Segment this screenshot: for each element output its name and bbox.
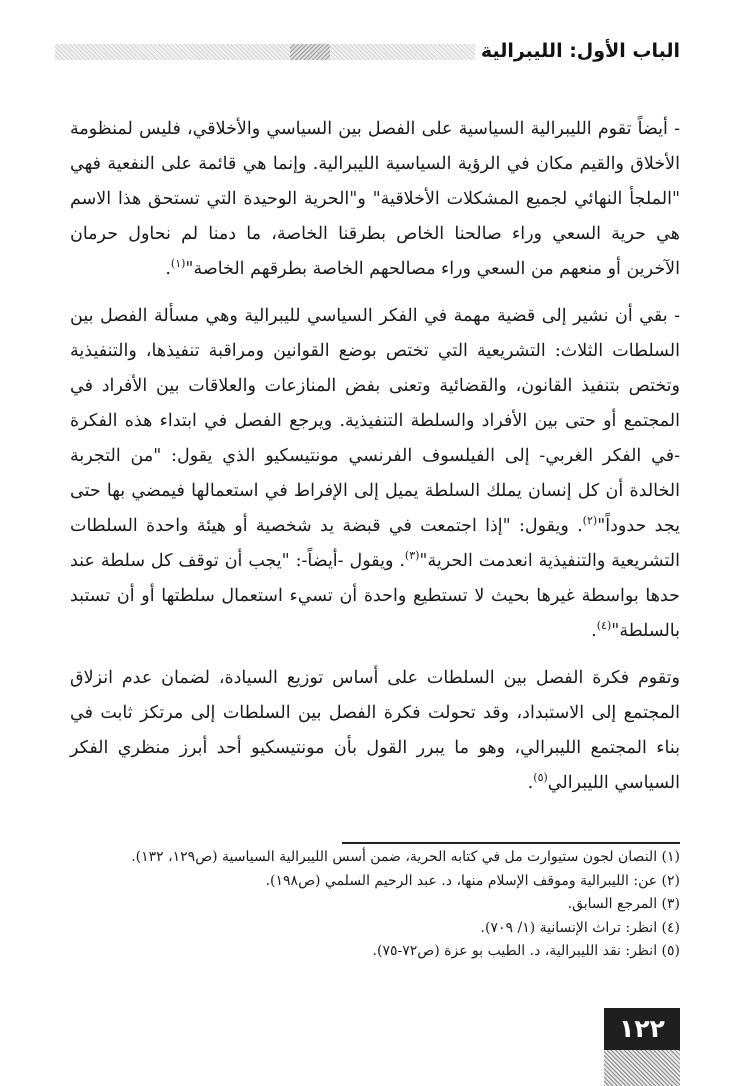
footnote-ref[interactable]: (١) bbox=[170, 257, 186, 271]
footnote-5: (٥) انظر: نقد الليبرالية، د. الطيب بو عزة (ص٧٢-٧٥). bbox=[372, 943, 680, 959]
footnote-3: (٣) المرجع السابق. bbox=[567, 896, 680, 912]
paragraph-end: . bbox=[165, 259, 171, 279]
chapter-title: الباب الأول: الليبرالية bbox=[480, 40, 680, 62]
footnote-4: (٤) انظر: تراث الإنسانية (١/ ٧٠٩). bbox=[480, 919, 680, 936]
running-header bbox=[55, 38, 680, 68]
footnote-ref[interactable]: (٢) bbox=[582, 514, 598, 528]
footnote-ref[interactable]: (٥) bbox=[533, 771, 548, 785]
footnote-1: (١) النصان لجون ستيوارت مل في كتابه الحرية، ضمن أسس الليبرالية السياسية (ص١٢٩، ١٣٢). bbox=[131, 849, 680, 865]
body-text bbox=[70, 112, 680, 801]
paragraph-2 bbox=[70, 299, 680, 649]
paragraph-1 bbox=[70, 112, 680, 287]
paragraph-3 bbox=[70, 661, 680, 801]
paragraph-text: . ويقول -أيضاً-: "يجب أن توقف كل سلطة عند حدها بواسطة غيرها بحيث لا تستطيع واحدة أن تسيء استعمال سلطتها أو أن تستبد بالسلطة" bbox=[70, 551, 680, 641]
paragraph-end: . bbox=[591, 621, 597, 641]
paragraph-end: . bbox=[527, 773, 534, 793]
paragraph-text: - أيضاً تقوم الليبرالية السياسية على الفصل بين السياسي والأخلاقي، فليس لمنظومة الأخلاق والقيم مكان في الرؤية السياسية الليبرالية. وإنما هي قائمة على النفعية فهي "الملجأ النهائي لجميع المشكلات الأخلاقية" و"الحرية الوحيدة التي تستحق هذا الاسم هي حرية السعي وراء صالحنا الخاص بطرقنا الخاصة، ما دمنا لم نحاول حرمان الآخرين أو منعهم من السعي وراء مصالحهم الخاصة بطرقهم الخاصة" bbox=[70, 119, 680, 279]
page-number-decoration bbox=[604, 1050, 680, 1086]
paragraph-text: . ويقول: "إذا اجتمعت في قبضة يد شخصية أو هيئة واحدة السلطات التشريعية والتنفيذية انعدمت الحرية" bbox=[70, 516, 680, 571]
footnote-ref[interactable]: (٤) bbox=[596, 619, 612, 633]
page-number: ١٢٢ bbox=[604, 1008, 680, 1050]
footnote-ref[interactable]: (٣) bbox=[404, 549, 420, 563]
footnote-2: (٢) عن: الليبرالية وموقف الإسلام منها، د. عبد الرحيم السلمي (ص١٩٨). bbox=[265, 872, 680, 889]
paragraph-text: - بقي أن نشير إلى قضية مهمة في الفكر السياسي لليبرالية وهي مسألة الفصل بين السلطات الثلاث: التشريعية التي تختص بوضع القوانين ومراقبة تنفيذها، والتنفيذية وتختص بتنفيذ القانون، والقضائية وتعنى بفض المنازعات والعلاقات بين الأفراد في المجتمع أو حتى بين الأفراد والسلطة التنفيذية. ويرجع الفصل في ابتداء هذه الفكرة -في الفكر الغربي- إلى الفيلسوف الفرنسي مونتيسكيو الذي يقول: "من التجربة الخالدة أن كل إنسان يملك السلطة يميل إلى الإفراط في استعمالها فيمضي بها حتى يجد حدوداً" bbox=[70, 306, 680, 536]
paragraph-text: وتقوم فكرة الفصل بين السلطات على أساس توزيع السيادة، لضمان عدم انزلاق المجتمع إلى الاستبداد، وقد تحولت فكرة الفصل بين السلطات إلى مرتكز ثابت في بناء المجتمع الليبرالي، وهو ما يبرر القول بأن مونتيسكيو أحد أبرز منظري الفكر السياسي الليبرالي bbox=[70, 668, 680, 793]
footnote-separator bbox=[342, 842, 680, 844]
footnotes bbox=[70, 846, 680, 964]
header-decorative-band bbox=[55, 44, 475, 60]
